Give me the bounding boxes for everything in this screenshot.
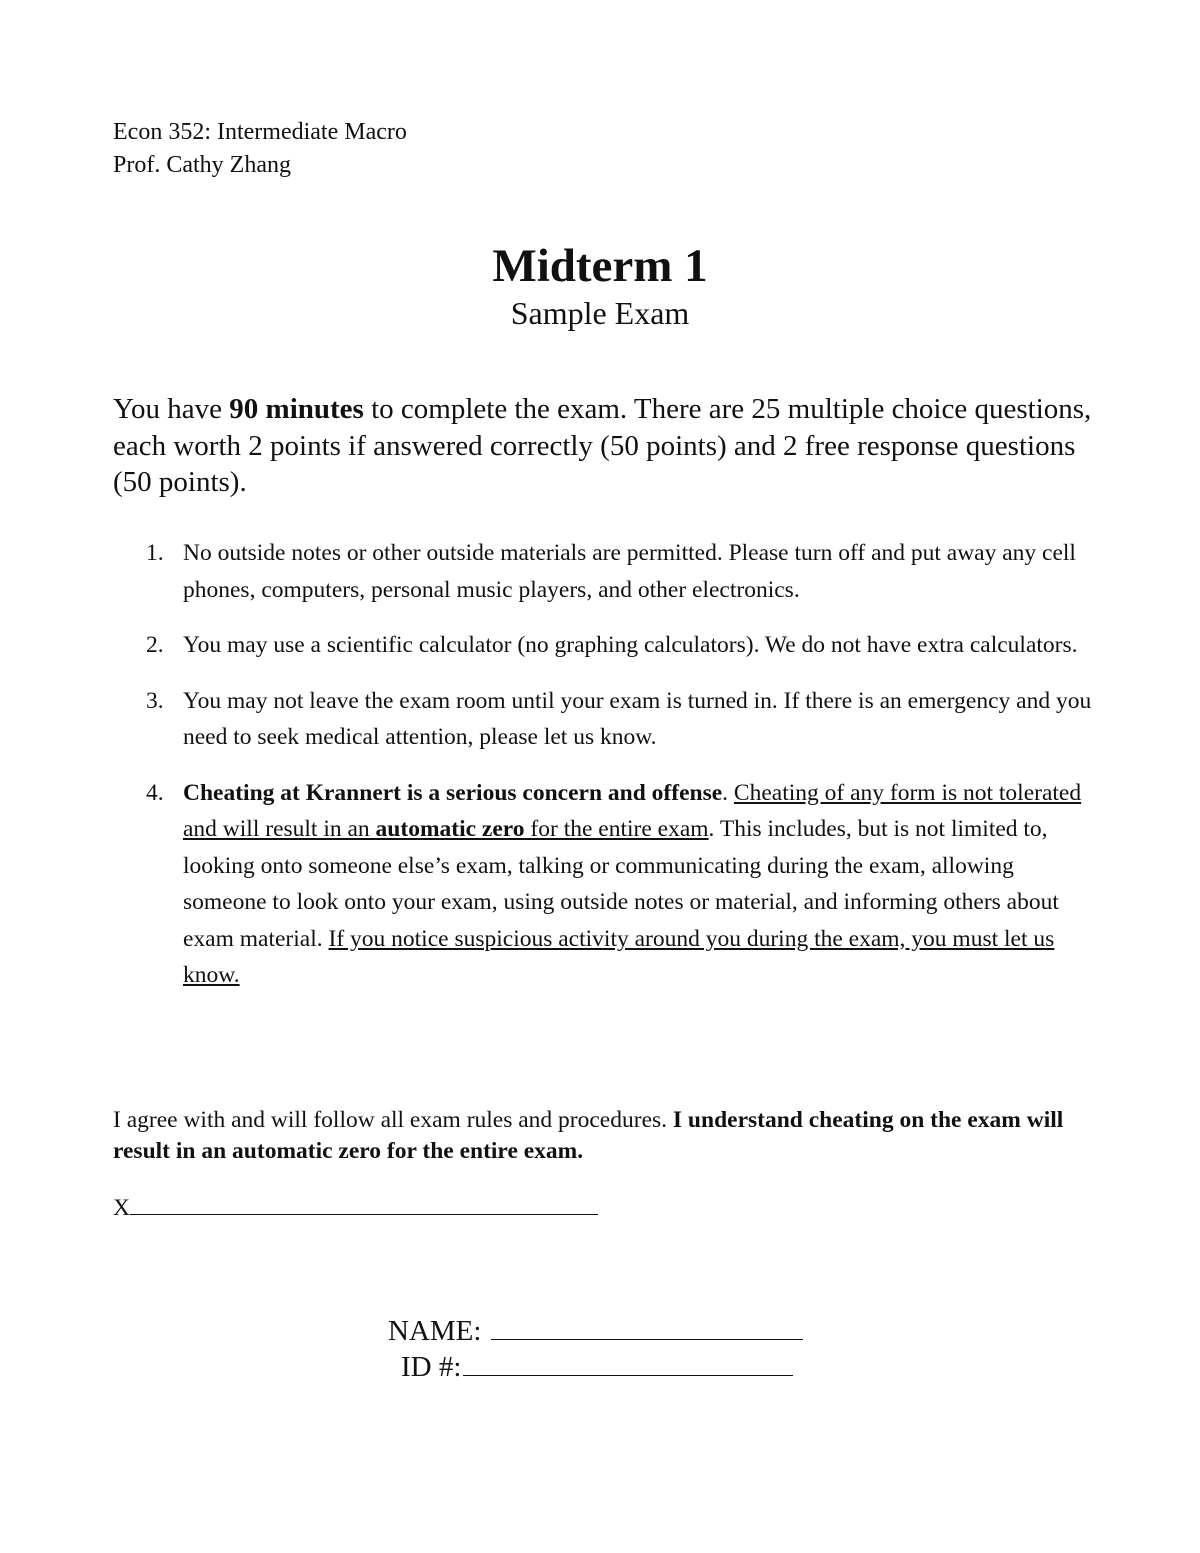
agreement-bold-text: I understand cheating on the exam will result in an automatic zero for the entire exam. xyxy=(113,1107,1064,1164)
intro-text-end: to complete the exam. There are 25 multiple choice questions, each worth 2 points if answered correctly (50 points) and 2 free response questions (50 points). xyxy=(113,393,1092,498)
intro-duration: 90 minutes xyxy=(229,393,364,425)
rule-item-cheating xyxy=(113,775,1093,994)
exam-rules-list xyxy=(113,535,1093,1013)
rule-item xyxy=(113,535,1093,608)
rule-number: 3. xyxy=(146,687,164,714)
honor-agreement xyxy=(113,1105,1093,1167)
rule-number: 4. xyxy=(146,779,164,806)
automatic-zero-emphasis: automatic zero xyxy=(375,816,525,842)
rule-text: No outside notes or other outside materials are permitted. Please turn off and put away any cell phones, computers, personal music players, and other electronics. xyxy=(183,540,1076,603)
rule-text xyxy=(183,780,1081,989)
rule-number: 1. xyxy=(146,540,164,566)
rule-item xyxy=(113,627,1093,664)
name-blank[interactable] xyxy=(491,1315,803,1340)
exam-instructions-intro xyxy=(113,391,1093,501)
rule-text: You may not leave the exam room until your exam is turned in. If there is an emergency and you need to seek medical attention, please let us know. xyxy=(183,687,1092,750)
rule-number: 2. xyxy=(146,632,164,658)
zero-tolerance-text-b: for the entire exam xyxy=(524,816,709,842)
signature-line[interactable] xyxy=(113,1193,598,1223)
intro-text-start: You have xyxy=(113,393,230,425)
cheating-examples: . This includes, but is not limited to, looking onto someone else’s exam, talking or communicating during the exam, allowing someone to look onto your exam, using outside notes or material, and informing others about exam material. xyxy=(183,816,1059,952)
exam-title: Midterm 1 xyxy=(492,240,708,292)
name-field[interactable] xyxy=(388,1313,803,1349)
rule-text: You may use a scientific calculator (no graphing calculators). We do not have extra calculators. xyxy=(183,632,1078,658)
course-name: Econ 352: Intermediate Macro xyxy=(113,119,407,145)
cheating-heading-period: . xyxy=(722,779,734,806)
name-label: NAME: xyxy=(388,1315,482,1347)
agreement-text: I agree with and will follow all exam rules and procedures. xyxy=(113,1107,673,1133)
zero-tolerance-text-a: Cheating of any form is not tolerated and will result in an xyxy=(183,779,1082,842)
cheating-heading: Cheating at Krannert is a serious concern and offense xyxy=(183,779,723,806)
signature-prefix: X xyxy=(113,1195,130,1221)
course-header xyxy=(113,116,407,182)
id-label: ID #: xyxy=(401,1351,462,1383)
report-suspicious-activity: If you notice suspicious activity around you during the exam, you must let us know. xyxy=(183,925,1055,988)
id-blank[interactable] xyxy=(463,1351,793,1376)
rule-item xyxy=(113,683,1093,756)
signature-blank[interactable] xyxy=(130,1194,598,1215)
exam-subtitle: Sample Exam xyxy=(510,295,690,331)
professor-name: Prof. Cathy Zhang xyxy=(113,152,291,178)
id-field[interactable] xyxy=(401,1349,793,1385)
